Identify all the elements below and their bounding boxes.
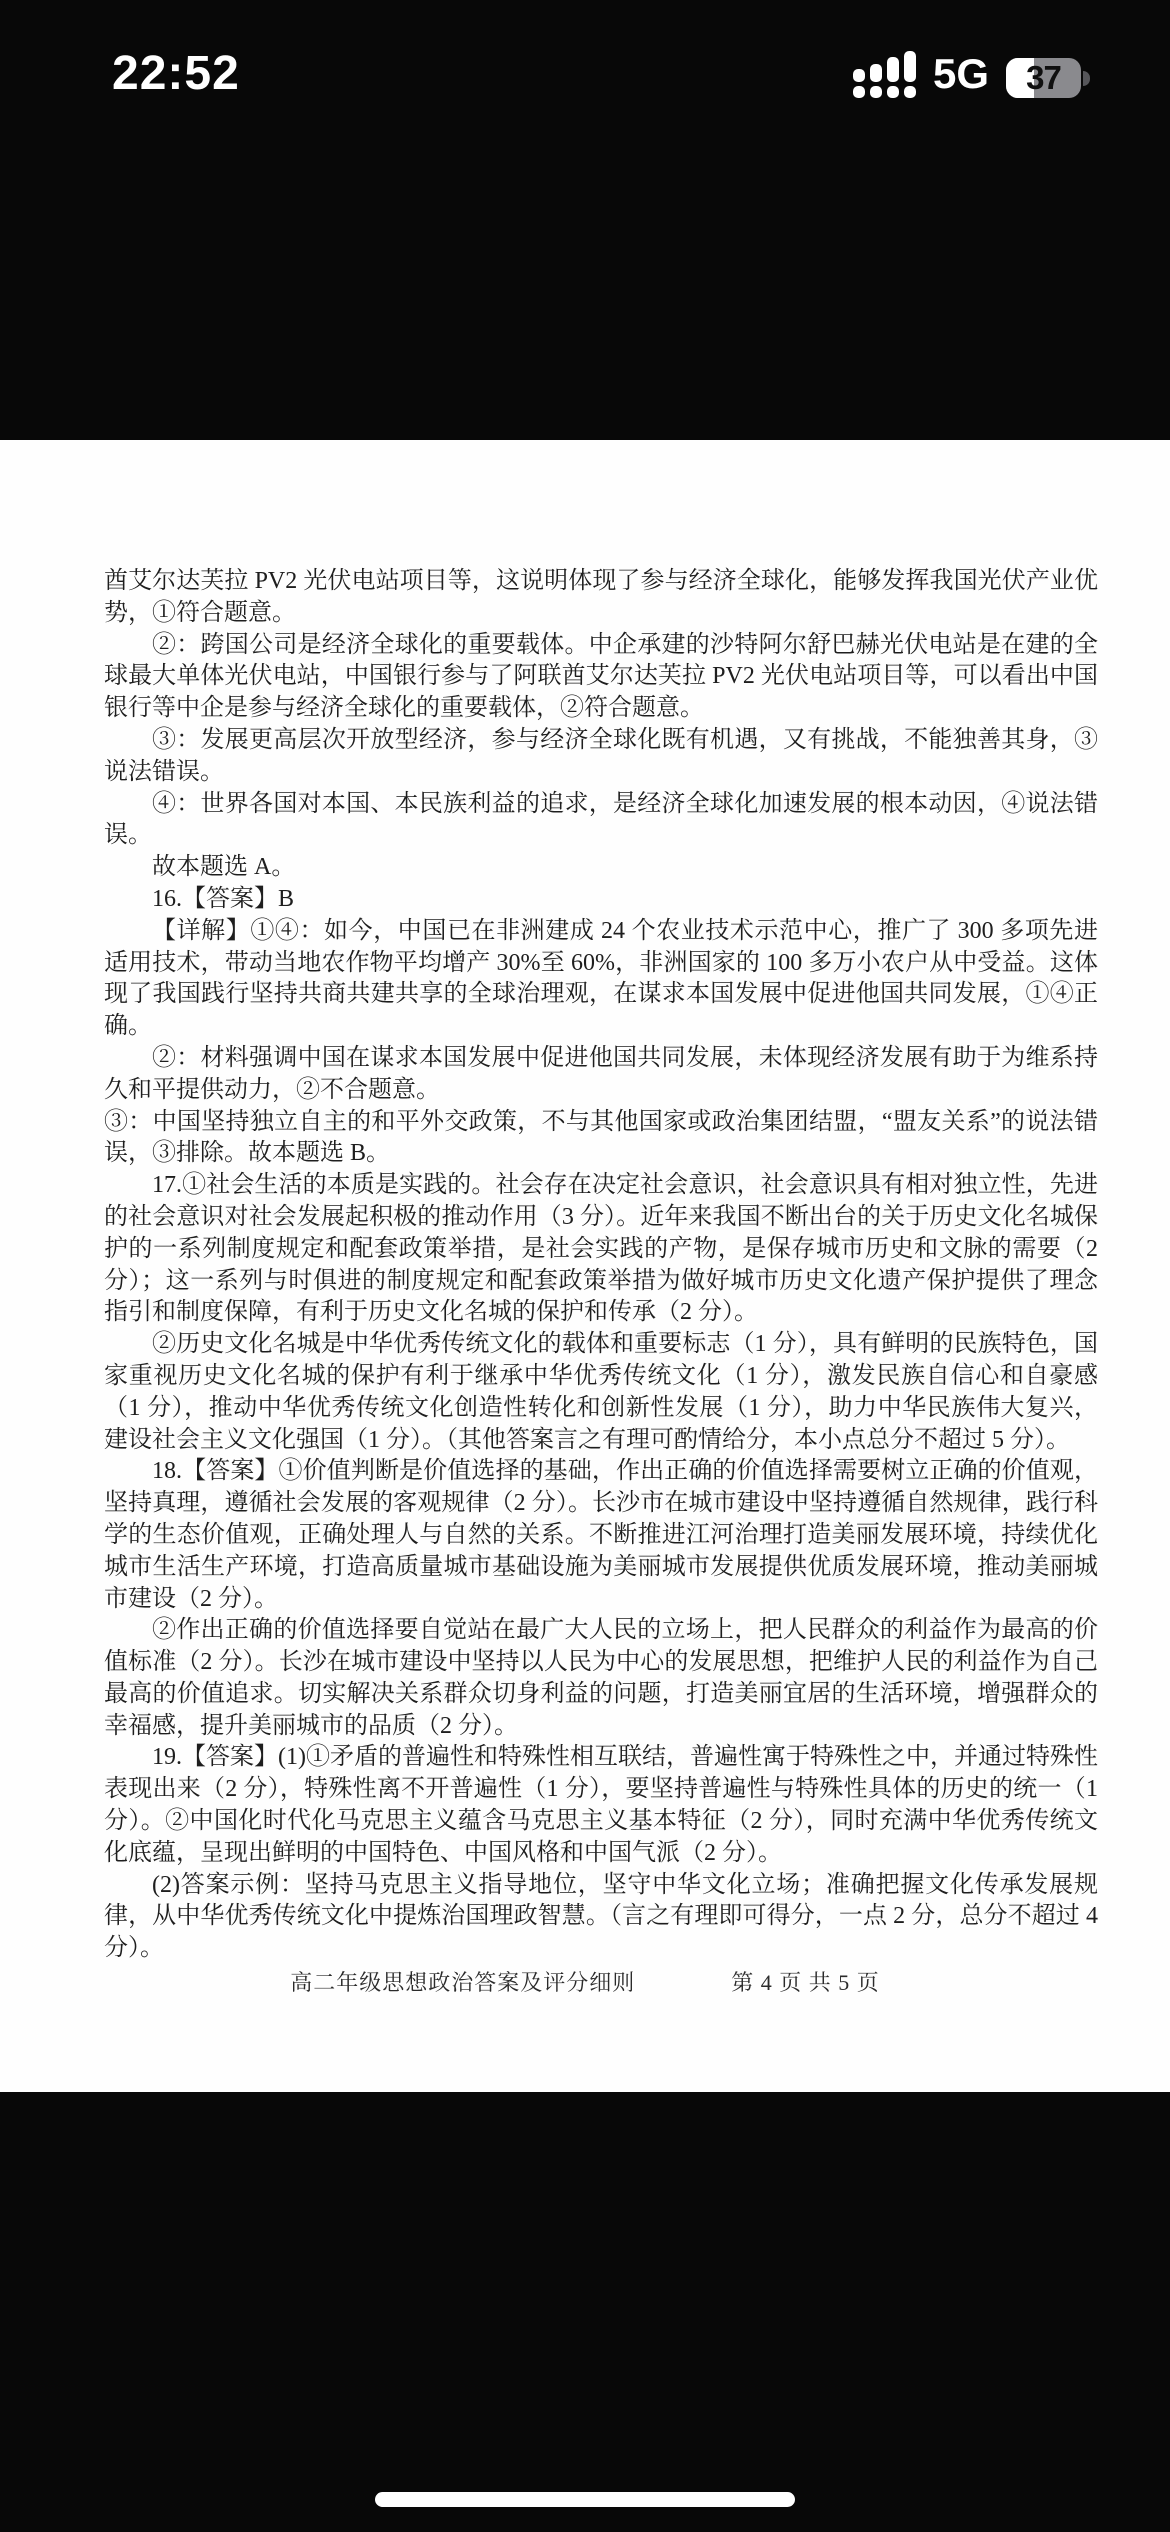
paragraph: ④：世界各国对本国、本民族利益的追求，是经济全球化加速发展的根本动因，④说法错误。 [104,790,1098,849]
battery-icon [1006,58,1090,98]
paragraph: 17.①社会生活的本质是实践的。社会存在决定社会意识，社会意识具有相对独立性，先进的社会意识对社会发展起积极的推动作用（3 分）。近年来我国不断出台的关于历史文化名城保护的一系列制度规定和配套政策举措，是社会实践的产物，是保存城市历史和文脉的需要（2 分）；这一系列与时俱进的制度规定和配套政策举措为做好城市历史文化遗产保护提供了理念指引和制度保障，有利于历史文化名城的保护和传承（2 分）。 [104,1172,1098,1326]
battery-body [1006,58,1081,98]
document-body [104,566,1098,1965]
paragraph: (2)答案示例：坚持马克思主义指导地位，坚守中华文化立场；准确把握文化传承发展规律，从中华优秀传统文化中提炼治国理政智慧。（言之有理即可得分，一点 2 分，总分不超过 4 分）。 [104,1871,1098,1962]
status-icons-group [853,51,1090,98]
status-bar [0,0,1170,112]
home-indicator[interactable] [375,2492,795,2507]
paragraph: ②：材料强调中国在谋求本国发展中促进他国共同发展，未体现经济发展有助于为维系持久和平提供动力，②不合题意。 [104,1044,1098,1103]
network-type-label: 5G [932,50,989,97]
battery-percent-label: 37 [1026,59,1061,96]
cellular-signal-icon [853,51,916,98]
paragraph: ③：发展更高层次开放型经济，参与经济全球化既有机遇，又有挑战，不能独善其身，③说法错误。 [104,726,1098,785]
paragraph: 18.【答案】①价值判断是价值选择的基础，作出正确的价值选择需要树立正确的价值观，坚持真理，遵循社会发展的客观规律（2 分）。长沙市在城市建设中坚持遵循自然规律，践行科学的生态价值观，正确处理人与自然的关系。不断推进江河治理打造美丽发展环境，持续优化城市生活生产环境，打造高质量城市基础设施为美丽城市发展提供优质发展环境，推动美丽城市建设（2 分）。 [104,1458,1098,1612]
status-time: 22:52 [112,47,240,100]
page-footer [0,1966,1170,1997]
paragraph: 【详解】①④：如今，中国已在非洲建成 24 个农业技术示范中心，推广了 300 多项先进适用技术，带动当地农作物平均增产 30%至 60%，非洲国家的 100 多万小农户从中受益。这体现了我国践行坚持共商共建共享的全球治理观，在谋求本国发展中促进他国共同发展，①④正确。 [104,917,1098,1040]
paragraph: 酋艾尔达芙拉 PV2 光伏电站项目等，这说明体现了参与经济全球化，能够发挥我国光伏产业优势，①符合题意。 [104,568,1098,626]
document-page[interactable] [0,440,1170,2092]
paragraph: ②历史文化名城是中华优秀传统文化的载体和重要标志（1 分），具有鲜明的民族特色，国家重视历史文化名城的保护有利于继承中华优秀传统文化（1 分），激发民族自信心和自豪感（1 分），推动中华优秀传统文化创造性转化和创新性发展（1 分），助力中华民族伟大复兴，建设社会主义文化强国（1 分）。（其他答案言之有理可酌情给分，本小点总分不超过 5 分）。 [104,1331,1098,1453]
paragraph: 故本题选 A。 [152,854,296,881]
footer-page-number: 第 4 页 共 5 页 [731,1970,880,1995]
paragraph: 16.【答案】B [152,885,295,912]
paragraph: 19.【答案】(1)①矛盾的普遍性和特殊性相互联结，普遍性寓于特殊性之中，并通过特殊性表现出来（2 分），特殊性离不开普遍性（1 分），要坚持普遍性与特殊性具体的历史的统一（1 分）。②中国化时代化马克思主义蕴含马克思主义基本特征（2 分），同时充满中华优秀传统文化底蕴，呈现出鲜明的中国特色、中国风格和中国气派（2 分）。 [104,1744,1098,1866]
paragraph: ②作出正确的价值选择要自觉站在最广大人民的立场上，把人民群众的利益作为最高的价值标准（2 分）。长沙在城市建设中坚持以人民为中心的发展思想，把维护人民的利益作为自己最高的价值追求。切实解决关系群众切身利益的问题，打造美丽宜居的生活环境，增强群众的幸福感，提升美丽城市的品质（2 分）。 [104,1617,1098,1739]
paragraph: ③：中国坚持独立自主的和平外交政策，不与其他国家或政治集团结盟，“盟友关系”的说法错误，③排除。故本题选 B。 [104,1108,1098,1167]
paragraph: ②：跨国公司是经济全球化的重要载体。中企承建的沙特阿尔舒巴赫光伏电站是在建的全球最大单体光伏电站，中国银行参与了阿联酋艾尔达芙拉 PV2 光伏电站项目等，可以看出中国银行等中企是参与经济全球化的重要载体，②符合题意。 [104,631,1098,722]
footer-doc-title: 高二年级思想政治答案及评分细则 [290,1970,636,1995]
battery-cap [1083,71,1090,86]
